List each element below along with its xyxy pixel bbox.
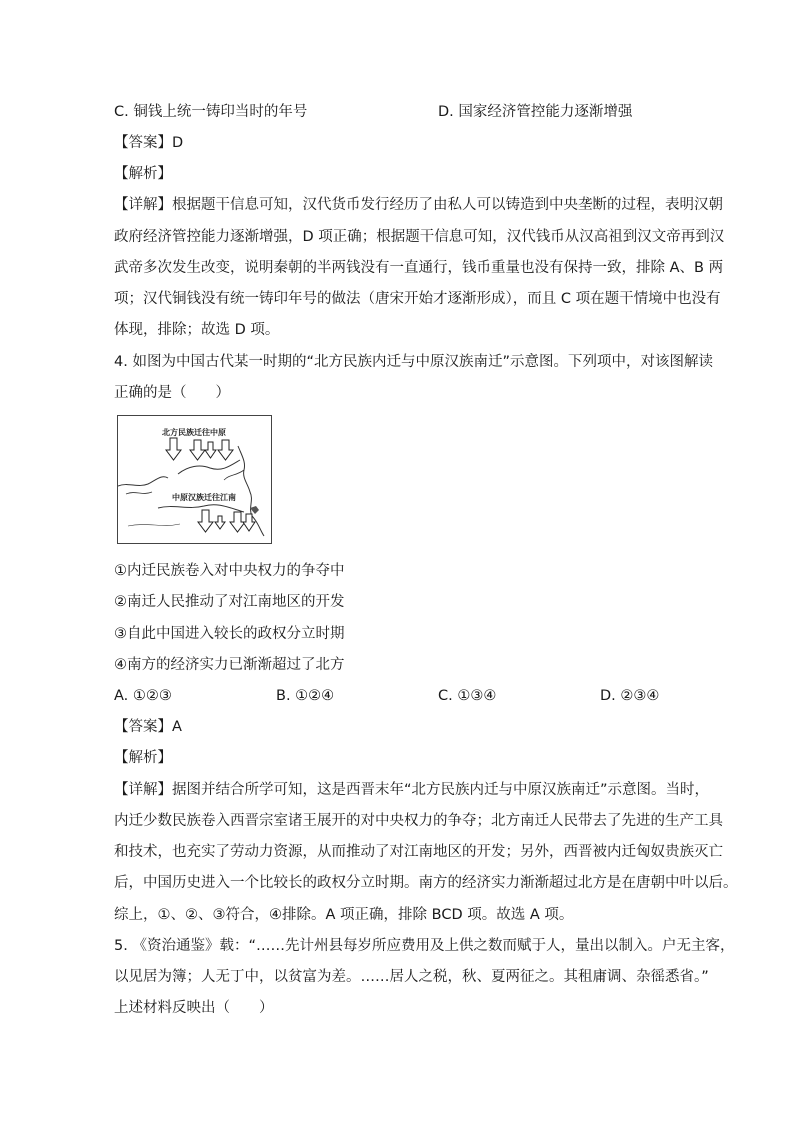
migration-map bbox=[117, 415, 272, 544]
answer-label: 【答案】 bbox=[114, 719, 172, 735]
statement: ②南迁人民推动了对江南地区的开发 bbox=[114, 594, 345, 610]
question-stem: 4. 如图为中国古代某一时期的“北方民族内迁与中原汉族南迁”示意图。下列项中，对该图解读 bbox=[114, 354, 713, 370]
detail-line: 和技术，也充实了劳动力资源，从而推动了对江南地区的开发；另外，西晋被内迁匈奴贵族灭亡 bbox=[114, 844, 723, 860]
option-d: D. ②③④ bbox=[600, 688, 660, 704]
detail-line: 体现，排除；故选 D 项。 bbox=[114, 322, 280, 338]
analysis-label: 【解析】 bbox=[114, 750, 172, 766]
answer-row bbox=[114, 133, 183, 153]
question-stem: 正确的是（ ） bbox=[114, 385, 230, 401]
detail-line bbox=[114, 195, 723, 215]
answer-value: D bbox=[172, 135, 184, 151]
option-c: C. ①③④ bbox=[438, 688, 497, 704]
answer-value: A bbox=[172, 719, 182, 735]
detail-line: 内迁少数民族卷入西晋宗室诸王展开的对中央权力的争夺；北方南迁人民带去了先进的生产工具 bbox=[114, 813, 723, 829]
option-c: C. 铜钱上统一铸印当时的年号 bbox=[114, 104, 308, 120]
analysis-label: 【解析】 bbox=[114, 166, 172, 182]
map-label-north: 北方民族迁往中原 bbox=[162, 427, 226, 437]
detail-line bbox=[114, 780, 709, 800]
detail-line: 项；汉代铜钱没有统一铸印年号的做法（唐宋开始才逐渐形成），而且 C 项在题干情境中也没有 bbox=[114, 291, 721, 307]
map-label-south: 中原汉族迁往江南 bbox=[172, 492, 236, 502]
detail-text: 根据题干信息可知，汉代货币发行经历了由私人可以铸造到中央垄断的过程，表明汉朝 bbox=[172, 197, 723, 213]
statement: ①内迁民族卷入对中央权力的争夺中 bbox=[114, 563, 345, 579]
statement: ④南方的经济实力已渐渐超过了北方 bbox=[114, 657, 345, 673]
detail-line: 武帝多次发生改变，说明秦朝的半两钱没有一直通行，钱币重量也没有保持一致，排除 A、B 两 bbox=[114, 260, 724, 276]
detail-line: 后，中国历史进入一个比较长的政权分立时期。南方的经济实力渐渐超过北方是在唐朝中叶以后。 bbox=[114, 875, 738, 891]
question-stem: 5. 《资治通鉴》载：“……先计州县每岁所应费用及上供之数而赋于人，量出以制入。户无主客， bbox=[114, 938, 735, 954]
option-a: A. ①②③ bbox=[114, 688, 172, 704]
answer-label: 【答案】 bbox=[114, 135, 172, 151]
detail-line: 综上，①、②、③符合，④排除。A 项正确，排除 BCD 项。故选 A 项。 bbox=[114, 907, 574, 923]
question-stem: 以见居为簿；人无丁中，以贫富为差。……居人之税，秋、夏两征之。其租庸调、杂徭悉省。” bbox=[114, 969, 709, 985]
detail-label: 【详解】 bbox=[114, 197, 172, 213]
detail-line: 政府经济管控能力逐渐增强，D 项正确；根据题干信息可知，汉代钱币从汉高祖到汉文帝再到汉 bbox=[114, 229, 725, 245]
detail-text: 据图并结合所学可知，这是西晋末年“北方民族内迁与中原汉族南迁”示意图。当时， bbox=[172, 782, 710, 798]
detail-label: 【详解】 bbox=[114, 782, 172, 798]
option-d: D. 国家经济管控能力逐渐增强 bbox=[438, 104, 633, 120]
question-stem: 上述材料反映出（ ） bbox=[114, 1000, 274, 1016]
option-b: B. ①②④ bbox=[276, 688, 335, 704]
answer-row bbox=[114, 717, 182, 737]
statement: ③自此中国进入较长的政权分立时期 bbox=[114, 626, 345, 642]
